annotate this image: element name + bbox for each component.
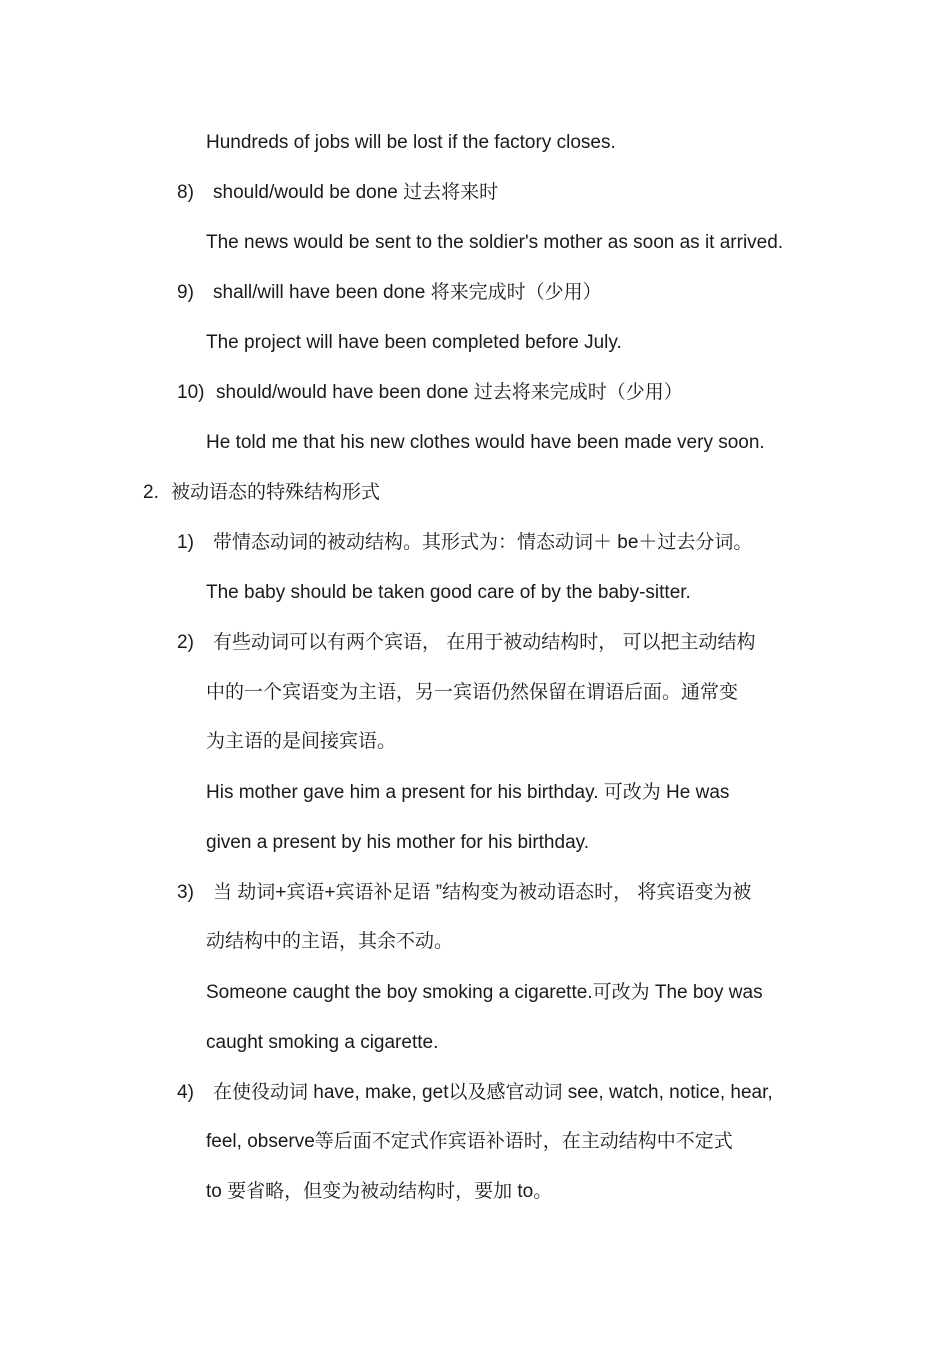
item-number: 2) [177, 632, 194, 653]
example-sentence: given a present by his mother for his birthday. [206, 832, 590, 853]
example-sentence: Someone caught the boy smoking a cigarette.可改为 The boy was [206, 982, 763, 1003]
item-text: 为主语的是间接宾语。 [206, 731, 397, 752]
item-number: 8) [177, 182, 194, 203]
item-text: 动结构中的主语，其余不动。 [206, 931, 454, 952]
example-sentence: The news would be sent to the soldier's mother as soon as it arrived. [206, 232, 784, 253]
item-text: 有些动词可以有两个宾语， 在用于被动结构时， 可以把主动结构 [213, 632, 756, 653]
item-heading: shall/will have been done 将来完成时（少用） [213, 282, 602, 303]
example-sentence: The baby should be taken good care of by the baby-sitter. [206, 582, 691, 603]
item-text: 在使役动词 have, make, get以及感官动词 see, watch, notice, hear, [213, 1082, 773, 1103]
item-number: 1) [177, 532, 194, 553]
example-sentence: His mother gave him a present for his birthday. 可改为 He was [206, 782, 730, 803]
item-text: to 要省略，但变为被动结构时，要加 to。 [206, 1181, 553, 1202]
item-text: feel, observe等后面不定式作宾语补语时，在主动结构中不定式 [206, 1131, 733, 1152]
section-number: 2. [143, 482, 159, 503]
example-sentence: The project will have been completed before July. [206, 332, 622, 353]
section-heading: 被动语态的特殊结构形式 [171, 482, 381, 503]
item-number: 4) [177, 1082, 194, 1103]
item-heading: should/would be done 过去将来时 [213, 182, 499, 203]
item-number: 9) [177, 282, 194, 303]
item-text: 中的一个宾语变为主语，另一宾语仍然保留在谓语后面。通常变 [206, 682, 739, 703]
item-heading: should/would have been done 过去将来完成时（少用） [216, 382, 683, 403]
example-sentence: He told me that his new clothes would have been made very soon. [206, 432, 765, 453]
item-number: 10) [177, 382, 205, 403]
example-sentence: Hundreds of jobs will be lost if the factory closes. [206, 132, 616, 153]
example-sentence: caught smoking a cigarette. [206, 1032, 439, 1053]
item-text: 当 劫词+宾语+宾语补足语 ”结构变为被动语态时， 将宾语变为被 [213, 882, 752, 903]
item-number: 3) [177, 882, 194, 903]
item-text: 带情态动词的被动结构。其形式为：情态动词＋ be＋过去分词。 [213, 532, 753, 553]
